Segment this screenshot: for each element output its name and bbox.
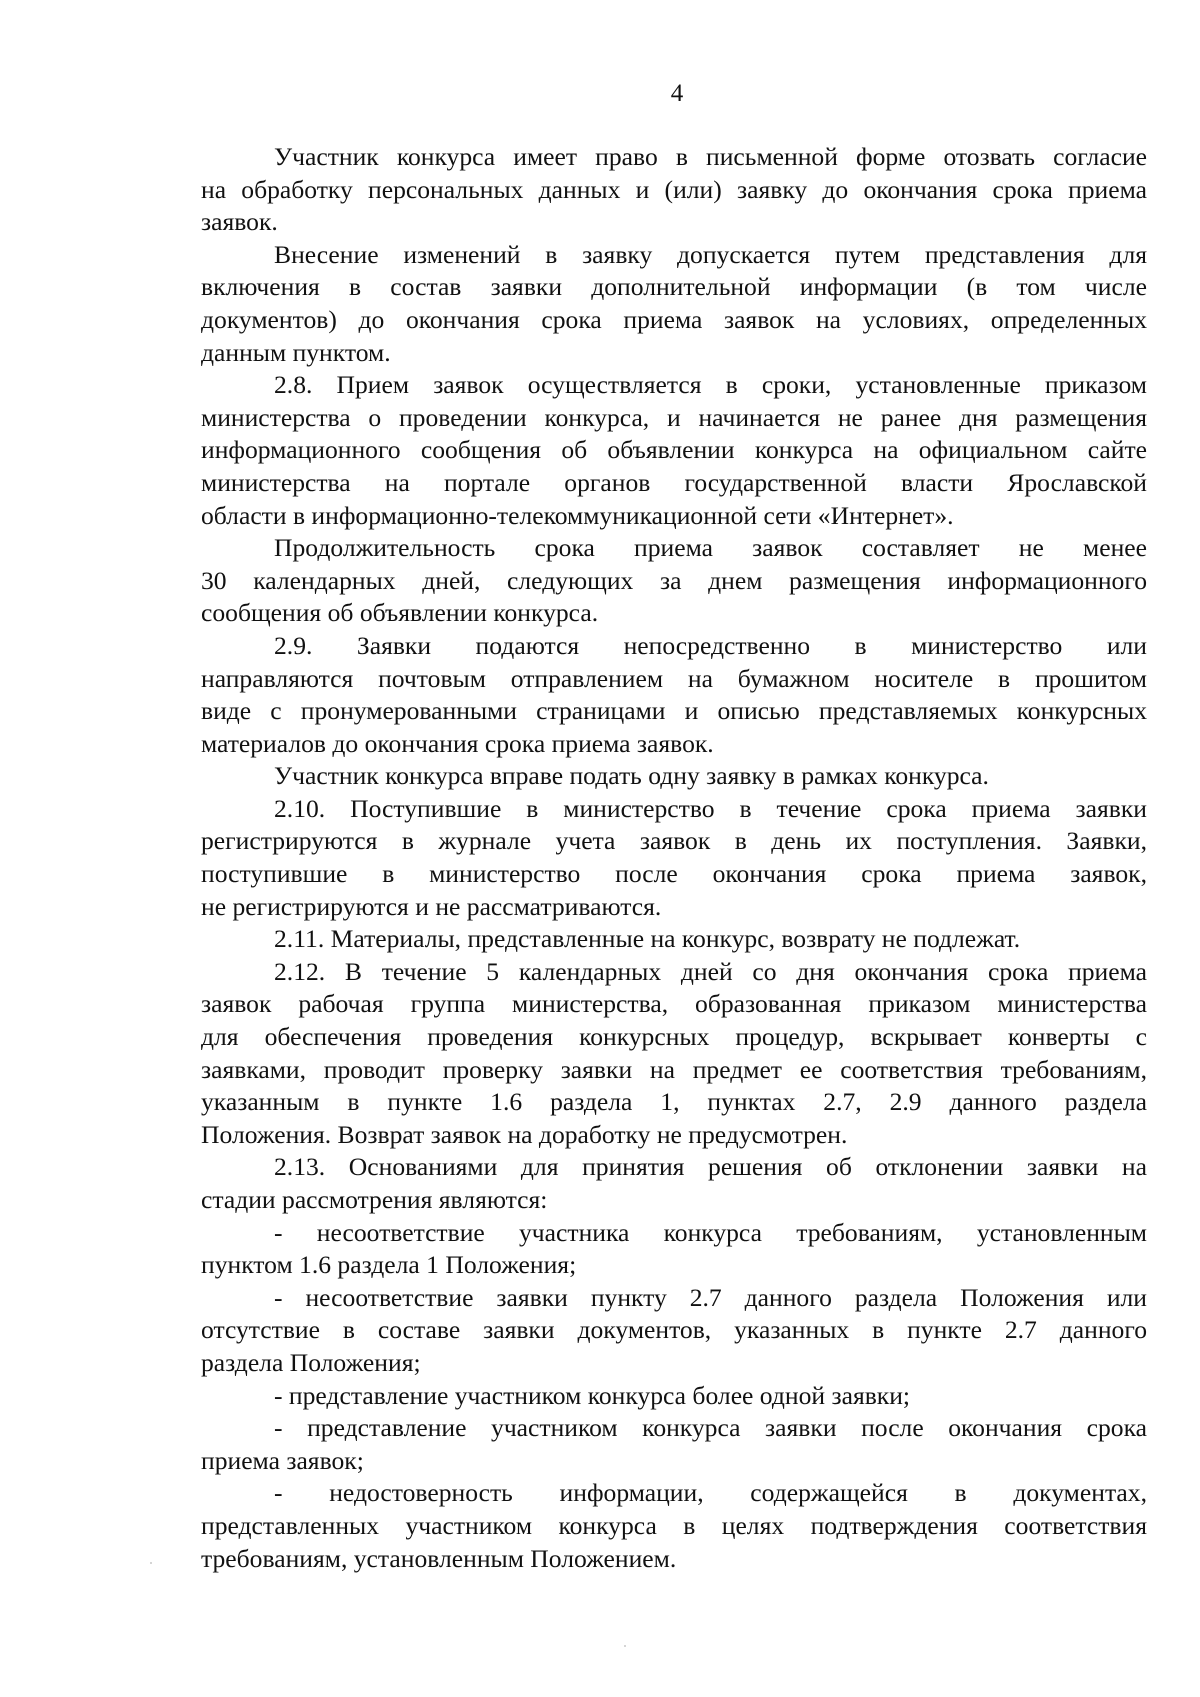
text-line: включения в состав заявки дополнительной информации (в том числе xyxy=(201,272,1147,302)
text-line: материалов до окончания срока приема заявок. xyxy=(201,728,714,758)
text-line: заявками, проводит проверку заявки на предмет ее соответствия требованиям, xyxy=(201,1054,1147,1084)
text-line: 30 календарных дней, следующих за днем размещения информационного xyxy=(201,565,1147,595)
text-line: Положения. Возврат заявок на доработку не предусмотрен. xyxy=(201,1119,848,1149)
text-line: сообщения об объявлении конкурса. xyxy=(201,598,599,628)
text-line: раздела Положения; xyxy=(201,1347,421,1377)
text-line: представленных участником конкурса в целях подтверждения соответствия xyxy=(201,1510,1147,1540)
text-line: стадии рассмотрения являются: xyxy=(201,1185,548,1214)
text-line: Участник конкурса вправе подать одну заявку в рамках конкурса. xyxy=(274,761,989,791)
text-line: на обработку персональных данных и (или) заявку до окончания срока приема xyxy=(201,174,1147,204)
text-line: отсутствие в составе заявки документов, указанных в пункте 2.7 данного xyxy=(201,1315,1147,1345)
scan-speck xyxy=(150,1562,152,1564)
text-line: Внесение изменений в заявку допускается путем представления для xyxy=(274,239,1147,269)
text-line: - несоответствие заявки пункту 2.7 данного раздела Положения или xyxy=(274,1282,1147,1312)
text-line: поступившие в министерство после окончания срока приема заявок, xyxy=(201,859,1147,889)
text-line: 2.13. Основаниями для принятия решения об отклонении заявки на xyxy=(274,1152,1147,1182)
text-line: 2.12. В течение 5 календарных дней со дня окончания срока приема xyxy=(274,956,1147,986)
text-line: для обеспечения проведения конкурсных процедур, вскрывает конверты с xyxy=(201,1022,1147,1052)
text-line: заявок. xyxy=(201,207,278,237)
text-line: 2.8. Прием заявок осуществляется в сроки, установленные приказом xyxy=(274,370,1147,400)
text-line: 2.11. Материалы, представленные на конкурс, возврату не подлежат. xyxy=(274,924,1021,954)
text-line: министерства о проведении конкурса, и начинается не ранее дня размещения xyxy=(201,402,1147,432)
text-line: данным пунктом. xyxy=(201,337,391,367)
text-line: направляются почтовым отправлением на бумажном носителе в прошитом xyxy=(201,663,1147,693)
text-line: требованиям, установленным Положением. xyxy=(201,1543,677,1573)
text-line: - представление участником конкурса заявки после окончания срока xyxy=(274,1413,1147,1443)
text-line: - недостоверность информации, содержащейся в документах, xyxy=(274,1478,1147,1508)
text-line: информационного сообщения об объявлении конкурса на официальном сайте xyxy=(201,435,1147,465)
text-line: Продолжительность срока приема заявок составляет не менее xyxy=(274,533,1147,563)
text-line: - представление участником конкурса более одной заявки; xyxy=(274,1380,911,1410)
text-line: виде с пронумерованными страницами и описью представляемых конкурсных xyxy=(201,696,1147,726)
text-line: заявок рабочая группа министерства, образованная приказом министерства xyxy=(201,989,1147,1019)
text-line: указанным в пункте 1.6 раздела 1, пунктах 2.7, 2.9 данного раздела xyxy=(201,1087,1147,1117)
text-line: приема заявок; xyxy=(201,1445,364,1475)
text-line: пунктом 1.6 раздела 1 Положения; xyxy=(201,1250,577,1280)
text-line: 2.10. Поступившие в министерство в течение срока приема заявки xyxy=(274,793,1147,823)
scan-speck xyxy=(624,1645,626,1647)
page-number: 4 xyxy=(670,80,684,107)
text-line: документов) до окончания срока приема заявок на условиях, определенных xyxy=(201,304,1147,334)
text-line: не регистрируются и не рассматриваются. xyxy=(201,891,662,921)
text-line: министерства на портале органов государственной власти Ярославской xyxy=(201,467,1147,497)
text-line: регистрируются в журнале учета заявок в день их поступления. Заявки, xyxy=(201,826,1147,856)
text-line: Участник конкурса имеет право в письменной форме отозвать согласие xyxy=(274,142,1147,171)
text-line: - несоответствие участника конкурса требованиям, установленным xyxy=(274,1217,1147,1247)
document-body xyxy=(201,141,1147,1575)
text-line: области в информационно-телекоммуникационной сети «Интернет». xyxy=(201,500,954,530)
text-line: 2.9. Заявки подаются непосредственно в министерство или xyxy=(274,630,1147,660)
